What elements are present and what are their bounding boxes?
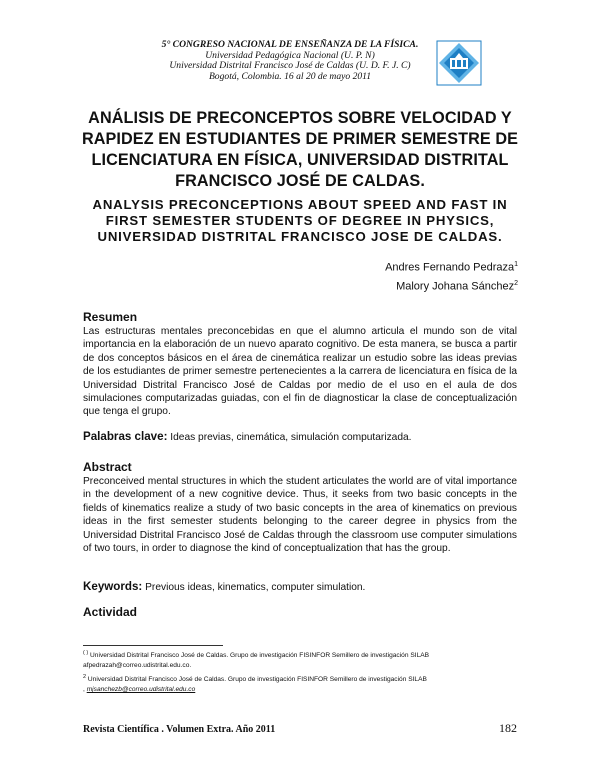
title-es-line: ANÁLISIS DE PRECONCEPTOS SOBRE VELOCIDAD Y — [88, 109, 512, 127]
conference-logo-icon — [436, 40, 482, 86]
journal-name: Revista Científica . Volumen Extra. Año 2011 — [83, 724, 276, 735]
author-list — [385, 257, 518, 294]
title-es-line: RAPIDEZ EN ESTUDIANTES DE PRIMER SEMESTRE DE — [81, 130, 519, 148]
title-en-line: UNIVERSIDAD DISTRITAL FRANCISCO JOSE DE CALDAS. — [97, 229, 503, 244]
footnote-ref: 2 — [514, 279, 518, 287]
title-en-line: ANALYSIS PRECONCEPTIONS ABOUT SPEED AND FAST IN — [92, 197, 508, 212]
footnote-divider — [83, 645, 223, 646]
footnote-2-email-line — [83, 685, 517, 695]
footnote-2-mark: 2 — [83, 673, 87, 680]
footnote-2-email[interactable]: mjsanchezb@correo.udistrital.edu.co — [86, 685, 196, 693]
resumen-text: Las estructuras mentales preconcebidas en que el alumno articula el mundo son de vital importancia en la elaboración de un nuevo aparato cognitivo. De esta manera, se busca a partir de dos conceptos básicos en el área de cinemática realizar un estudio sobre las ideas previas de los estudiantes de primer semestre pertenecientes a la carrera de licenciatura en física de la Universidad Distrital Francisco José de Caldas por medio de el uso en el aula de dos simulaciones computarizadas guiadas, con el fin de diagnosticar la clase de conceptualización que tenga el grupo. — [83, 326, 517, 418]
footnote-2 — [83, 672, 517, 685]
footnote-2-text: Universidad Distrital Francisco José de Caldas. Grupo de investigación FISINFOR Semillero de investigación SILAB — [87, 675, 427, 683]
conference-header — [150, 40, 430, 82]
footnote-1-email: afpedrazah@correo.udistrital.edu.co. — [83, 662, 192, 670]
title-en-line: FIRST SEMESTER STUDENTS OF DEGREE IN PHYSICS, — [105, 213, 495, 228]
host-university-2: Universidad Distrital Francisco José de Caldas (U. D. F. J. C) — [169, 60, 411, 72]
resumen-heading: Resumen — [83, 310, 138, 324]
page-footer — [83, 721, 517, 736]
paper-title-english — [60, 197, 540, 245]
abstract-heading: Abstract — [83, 460, 132, 474]
host-university-1: Universidad Pedagógica Nacional (U. P. N) — [205, 49, 375, 61]
abstract-text: Preconceived mental structures in which the student articulates the world are of vital importance in the development of a new cognitive device. Thus, it seeks from two basic concepts in the fields of kinematics realize a study of two basic concepts in the area of kinematics on previous ideas in the first semester students belonging to the career degree in physics from the Universidad Distrital Francisco José de Caldas through the classroom use computer simulations of two tours, in order to diagnose the kind of conceptualization that has the group. — [83, 476, 517, 555]
author-name: Andres Fernando Pedraza — [385, 261, 515, 274]
footnote-1-mark: ( ) — [83, 650, 89, 656]
palabras-clave-label: Palabras clave: — [83, 430, 168, 443]
footnote-ref: 1 — [514, 261, 518, 268]
paper-title-spanish — [60, 108, 540, 192]
conference-location-date: Bogotá, Colombia. 16 al 20 de mayo 2011 — [208, 70, 372, 82]
keywords-text: Previous ideas, kinematics, computer simulation. — [145, 582, 366, 593]
footnote-1-text: Universidad Distrital Francisco José de Caldas. Grupo de investigación FISINFOR Semillero de investigación SILAB — [90, 652, 430, 660]
palabras-clave — [83, 430, 523, 443]
footnote-2-prefix: , — [83, 685, 85, 693]
palabras-clave-text: Ideas previas, cinemática, simulación computarizada. — [170, 432, 412, 443]
actividad-heading: Actividad — [83, 605, 138, 619]
footnote-1 — [83, 648, 517, 661]
keywords-label: Keywords: — [83, 580, 143, 593]
footnotes — [83, 648, 517, 695]
author — [385, 257, 518, 276]
page-number: 182 — [499, 721, 517, 735]
keywords — [83, 580, 523, 593]
author-name: Malory Johana Sánchez — [396, 280, 515, 293]
conference-name: 5° CONGRESO NACIONAL DE ENSEÑANZA DE LA FÍSICA. — [161, 39, 419, 50]
author — [385, 276, 518, 295]
title-es-line: FRANCISCO JOSÉ DE CALDAS. — [175, 172, 425, 190]
title-es-line: LICENCIATURA EN FÍSICA, UNIVERSIDAD DISTRITAL — [91, 151, 509, 169]
